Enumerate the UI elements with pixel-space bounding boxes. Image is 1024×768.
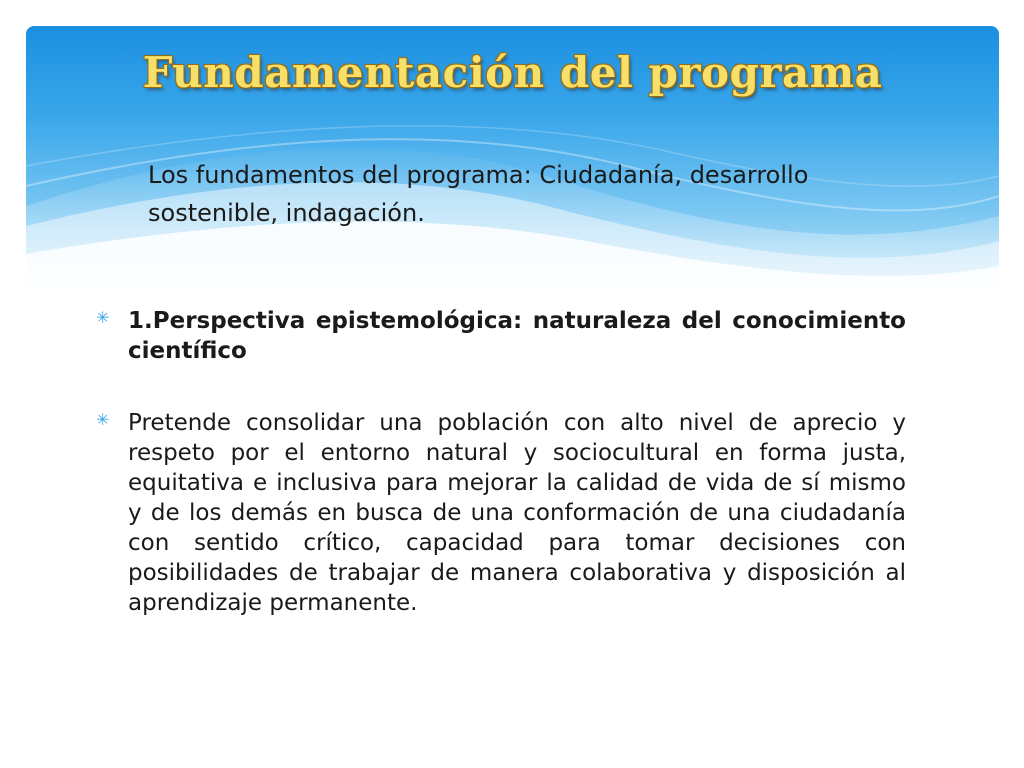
bullet-text-perspective: 1.Perspectiva epistemológica: naturaleza del conocimiento científico (128, 308, 906, 364)
slide-subtitle: Los fundamentos del programa: Ciudadanía, desarrollo sostenible, indagación. (148, 161, 809, 227)
bullet-item-perspective (96, 306, 906, 366)
bullet-list (96, 306, 906, 660)
slide-title: Fundamentación del programa (142, 48, 883, 97)
asterisk-bullet-icon: ✳ (96, 308, 110, 327)
asterisk-bullet-icon: ✳ (96, 410, 110, 429)
bullet-text-description: Pretende consolidar una población con alto nivel de aprecio y respeto por el entorno natural y sociocultural en forma justa, equitativa e inclusiva para mejorar la calidad de vida de sí mismo y de los demás en busca de una conformación de una ciudadanía con sentido crítico, capacidad para tomar decisiones con posibilidades de trabajar de manera colaborativa y disposición al aprendizaje permanente. (128, 410, 906, 616)
bullet-item-description (96, 408, 906, 618)
